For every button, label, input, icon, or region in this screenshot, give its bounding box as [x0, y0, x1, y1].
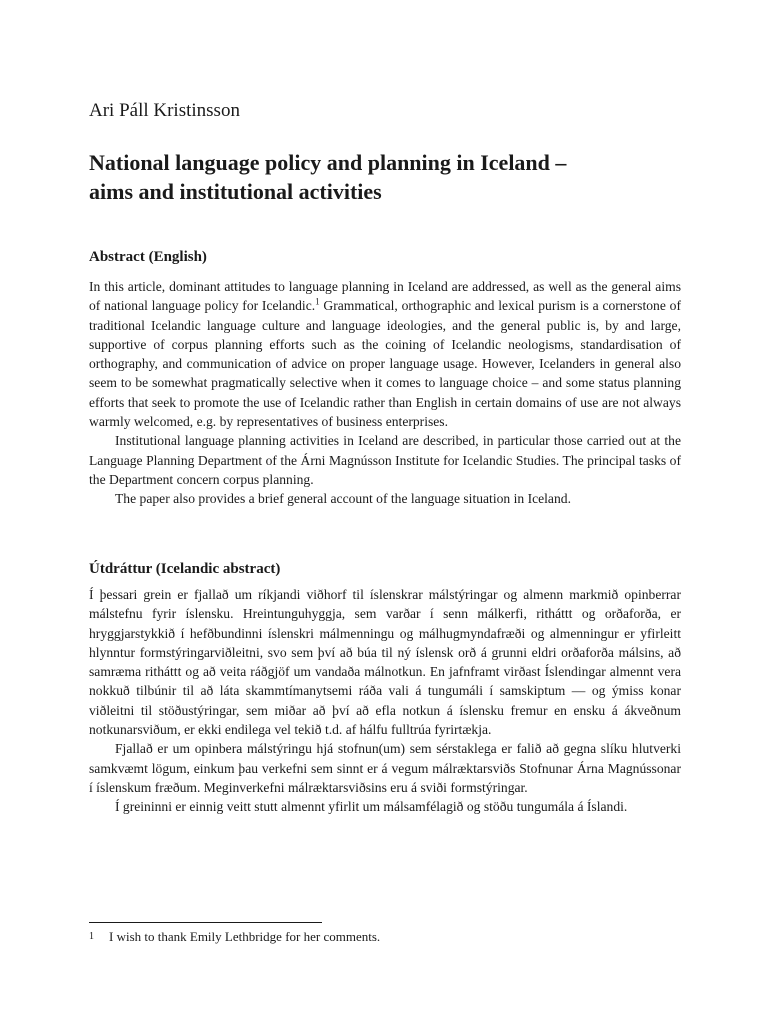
article-title	[89, 148, 689, 206]
footnote-reference: 1	[315, 296, 320, 307]
abstract-icelandic-paragraph: Fjallað er um opinbera málstýringu hjá stofnun(um) sem sérstaklega er falið að gegna slíku hlutverki samkvæmt lögum, einkum þau verkefni sem sinnt er á vegum málræktarsviðs Stofnunar Árna Magnússonar í íslenskum fræðum. Meginverkefni málræktarsviðsins eru á sviði formstýringar.	[89, 741, 681, 795]
article-title-line: aims and institutional activities	[89, 179, 382, 204]
footnote-divider	[89, 922, 322, 923]
footnote-number: 1	[89, 931, 94, 942]
paragraph-text: In this article, dominant attitudes to language planning in Iceland are addressed, as well as the general aims of national language policy for Icelandic.	[89, 279, 681, 314]
footnote-text: I wish to thank Emily Lethbridge for her comments.	[109, 929, 381, 944]
abstract-icelandic-heading: Útdráttur (Icelandic abstract)	[89, 561, 281, 577]
author-name: Ari Páll Kristinsson	[89, 100, 240, 121]
abstract-icelandic-paragraph: Í greininni er einnig veitt stutt almennt yfirlit um málsamfélagið og stöðu tungumála á Íslandi.	[115, 799, 628, 815]
article-title-line: National language policy and planning in Iceland –	[89, 150, 567, 175]
abstract-english-paragraph: The paper also provides a brief general account of the language situation in Iceland.	[115, 491, 571, 507]
paragraph-text: Grammatical, orthographic and lexical purism is a cornerstone of traditional Icelandic language culture and language ideologies, and the general public is, by and large, supportive of corpus planning efforts such as the coining of Icelandic neologisms, standardisation of orthography, and communication of advice on proper language usage. However, Icelanders in general also seem to be somewhat pragmatically selective when it comes to language choice – and some status planning efforts that seek to promote the use of Icelandic rather than English in certain domains of use are not always warmly welcomed, e.g. by representatives of business enterprises.	[89, 298, 681, 430]
abstract-english-paragraph	[89, 277, 681, 431]
abstract-english-paragraph: Institutional language planning activities in Iceland are described, in particular those carried out at the Language Planning Department of the Árni Magnússon Institute for Icelandic Studies. The principal tasks of the Department concern corpus planning.	[89, 433, 681, 487]
abstract-english-body	[89, 277, 681, 509]
abstract-english-heading: Abstract (English)	[89, 249, 207, 265]
footnote	[89, 928, 380, 945]
abstract-icelandic-body	[89, 585, 681, 817]
abstract-icelandic-paragraph: Í þessari grein er fjallað um ríkjandi viðhorf til íslenskrar málstýringar og almenn markmið opinberrar málstefnu fyrir íslensku. Hreintunguhyggja, sem varðar í senn málkerfi, ritháttt og orðaforða, er hryggjarstykkið í hefðbundinni íslenskri málmenningu og málhugmyndafræði og almenningur er yfirleitt hlynntur formstýringarviðleitni, svo sem því að búa til ný íslensk orð á grunni eldri orðaforða málsins, að samræma ritháttt og að veita ráðgjöf um vandaða málnotkun. En jafnframt virðast Íslendingar almennt vera nokkuð tilbúnir til að láta skammtímanytsemi ráða vali á tungumáli í samskiptum — og ýmiss konar viðleitni til stöðustýringar, sem miðar að því að efla notkun á íslensku fremur en ensku á ákveðnum notkunarsviðum, er ekki endilega vel tekið t.d. af hálfu fulltrúa fyrirtækja.	[89, 587, 681, 738]
